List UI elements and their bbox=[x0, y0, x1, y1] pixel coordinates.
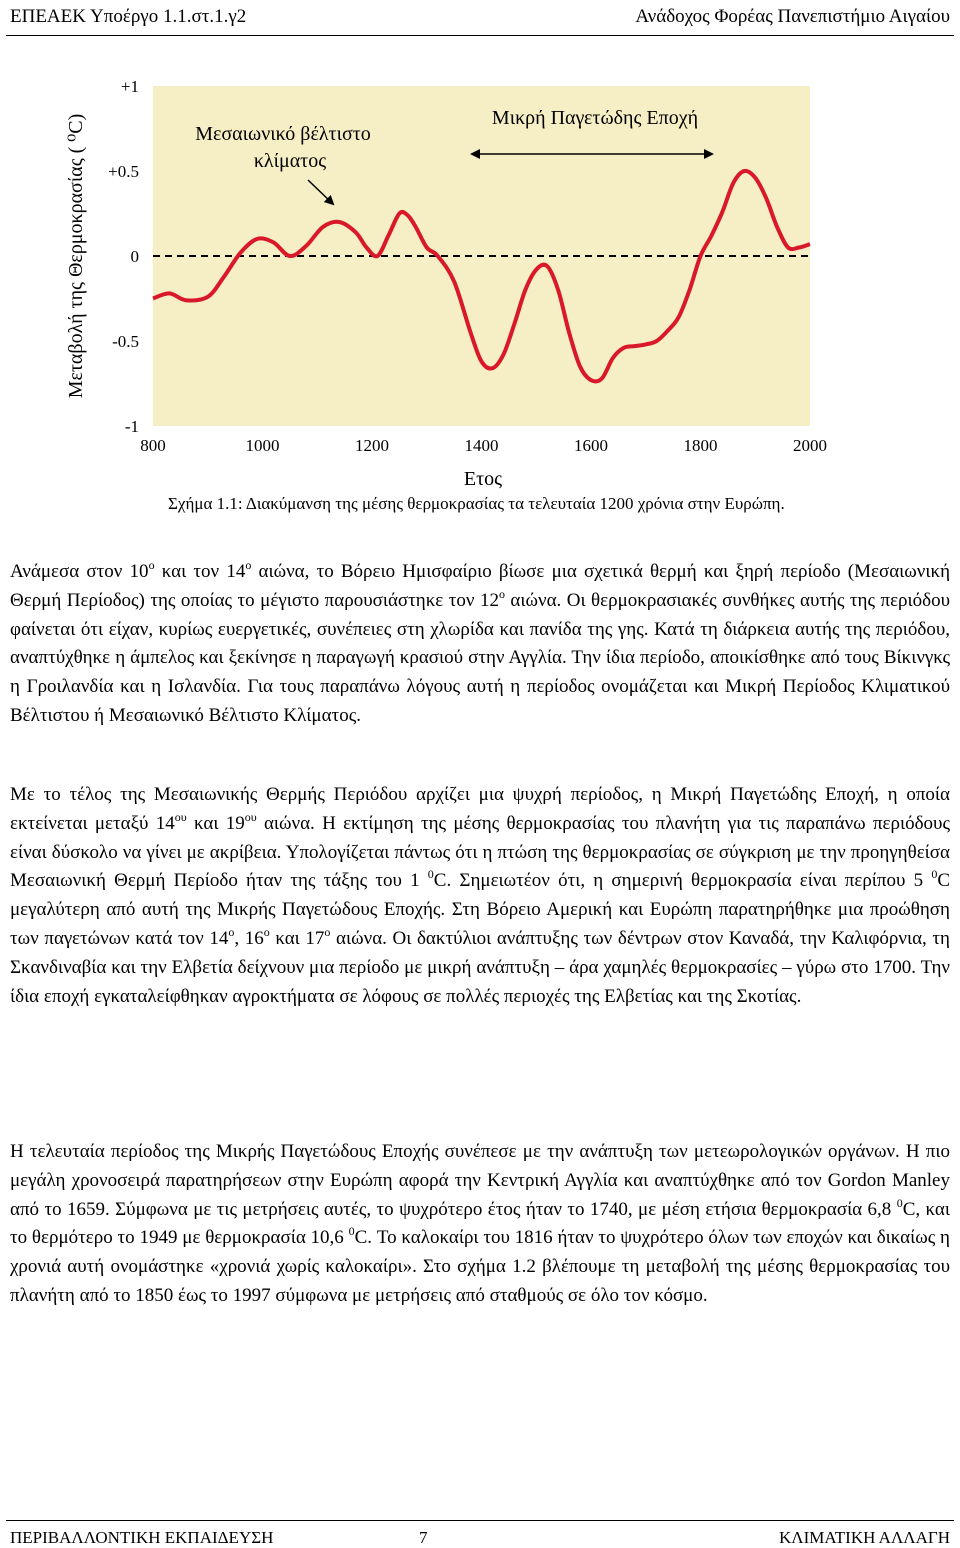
x-axis-label: Ετος bbox=[463, 468, 503, 490]
annotation-medieval-line2: κλίματος bbox=[253, 150, 327, 172]
x-tick-label: 1200 bbox=[355, 436, 389, 455]
figure-caption: Σχήμα 1.1: Διακύμανση της μέσης θερμοκρασίας τα τελευταία 1200 χρόνια στην Ευρώπη. bbox=[168, 494, 785, 513]
y-tick-label: -1 bbox=[124, 417, 139, 436]
x-tick-label: 1000 bbox=[245, 436, 280, 455]
x-tick-label: 1400 bbox=[464, 436, 499, 455]
annotation-little-ice-age: Μικρή Παγετώδης Εποχή bbox=[491, 107, 699, 129]
header-left-text: ΕΠΕΑΕΚ Υποέργο 1.1.στ.1.γ2 bbox=[10, 6, 247, 27]
page-header bbox=[0, 0, 960, 34]
y-tick-label: +1 bbox=[120, 77, 139, 96]
footer-divider bbox=[6, 1520, 954, 1521]
x-tick-label: 1800 bbox=[683, 436, 718, 455]
footer-left-text: ΠΕΡΙΒΑΛΛΟΝΤΙΚΗ ΕΚΠΑΙΔΕΥΣΗ bbox=[10, 1528, 274, 1547]
paragraph-little-ice-age: Με το τέλος της Μεσαιωνικής Θερμής Περιόδου αρχίζει μια ψυχρή περίοδος, η Μικρή Παγετώδης Εποχή, η οποία εκτείνεται μεταξύ $14^{o\upsilon}$ και $19^{o\upsilon}$ αιώνα. Η εκτίμηση της μέσης θερμοκρασίας του πλανήτη για τις παραπάνω περιόδους είναι δύσκολο να γίνει με ακρίβεια. Υπολογίζεται πάντως ότι η πτώση της θερμοκρασίας σε σύγκριση με την προηγηθείσα Μεσαιωνική Θερμή Περίοδο ήταν της τάξης του 1 $^0$C. Σημειωτέον ότι, η σημερινή θερμοκρασία είναι περίπου 5 $^0$C μεγαλύτερη από αυτή της Μικρής Παγετώδους Εποχής. Στη Βόρειο Αμερική και Ευρώπη παρατηρήθηκε μια προώθηση των παγετώνων κατά τον $14^o$, $16^o$ και $17^o$ αιώνα. Οι δακτύλιοι ανάπτυξης των δέντρων στον Καναδά, την Καλιφόρνια, τη Σκανδιναβία και την Ελβετία δείχνουν μια περίοδο με μικρή ανάπτυξη – άρα χαμηλές θερμοκρασίες – γύρω στο 1700. Την ίδια εποχή εγκαταλείφθηκαν αγροκτήματα σε λόφους σε πολλές περιοχές της Ελβετίας και της Σκοτίας. bbox=[10, 784, 950, 1007]
footer-right-text: ΚΛΙΜΑΤΙΚΗ ΑΛΛΑΓΗ bbox=[778, 1528, 950, 1547]
x-tick-label: 2000 bbox=[793, 436, 827, 455]
header-divider bbox=[6, 35, 954, 36]
paragraph-instrumental-record: Η τελευταία περίοδος της Μικρής Παγετώδους Εποχής συνέπεσε με την ανάπτυξη των μετεωρολογικών οργάνων. Η πιο μεγάλη χρονοσειρά παρατηρήσεων στην Ευρώπη αφορά την Κεντρική Αγγλία και αναπτύχθηκε από τον Gordon Manley από το 1659. Σύμφωνα με τις μετρήσεις αυτές, το ψυχρότερο έτος ήταν το 1740, με μέση ετήσια θερμοκρασία 6,8 $^0$C, και το θερμότερο το 1949 με θερμοκρασία 10,6 $^0$C. Το καλοκαίρι του 1816 ήταν το ψυχρότερο όλων των εποχών και δικαίως η χρονιά αυτή ονομάστηκε «χρονιά χωρίς καλοκαίρι». Στο σχήμα 1.2 βλέπουμε τη μεταβολή της μέσης θερμοκρασίας του πλανήτη από το 1850 έως το 1997 σύμφωνα με μετρήσεις από σταθμούς σε όλο τον κόσμο. bbox=[10, 1141, 950, 1306]
y-tick-label: +0.5 bbox=[108, 162, 139, 181]
x-tick-label: 800 bbox=[140, 436, 166, 455]
page-number: 7 bbox=[419, 1528, 428, 1547]
paragraph-medieval-warm-period: Ανάμεσα στον $10^o$ και τον $14^o$ αιώνα, το Βόρειο Ημισφαίριο βίωσε μια σχετικά θερμή και ξηρή περίοδο (Μεσαιωνική Θερμή Περίοδος) της οποίας το μέγιστο παρουσιάστηκε τον $12^o$ αιώνα. Οι θερμοκρασιακές συνθήκες αυτής της περιόδου φαίνεται ότι είχαν, κυρίως ευεργετικές, συνέπειες στη χλωρίδα και πανίδα της γης. Κατά τη διάρκεια αυτής της περιόδου, αναπτύχθηκε η άμπελος και ξεκίνησε η παραγωγή κρασιού στην Αγγλία. Την ίδια περίοδο, αποικίσθηκε από τους Βίκινγκς η Γροιλανδία και η Ισλανδία. Για τους παραπάνω λόγους αυτή η περίοδος ονομάζεται και Μικρή Περίοδος Κλιματικού Βέλτιστου ή Μεσαιωνικό Βέλτιστο Κλίματος. bbox=[10, 558, 951, 726]
header-right-text: Ανάδοχος Φορέας Πανεπιστήμιο Αιγαίου bbox=[635, 6, 950, 27]
annotation-medieval-line1: Μεσαιωνικό βέλτιστο bbox=[195, 123, 371, 145]
y-tick-label: 0 bbox=[130, 247, 139, 266]
y-tick-label: -0.5 bbox=[112, 332, 139, 351]
x-tick-label: 1600 bbox=[574, 436, 608, 455]
y-axis-label: Μεταβολή της Θερμοκρασίας ( ⁰C) bbox=[65, 113, 87, 399]
temperature-chart bbox=[0, 70, 960, 510]
